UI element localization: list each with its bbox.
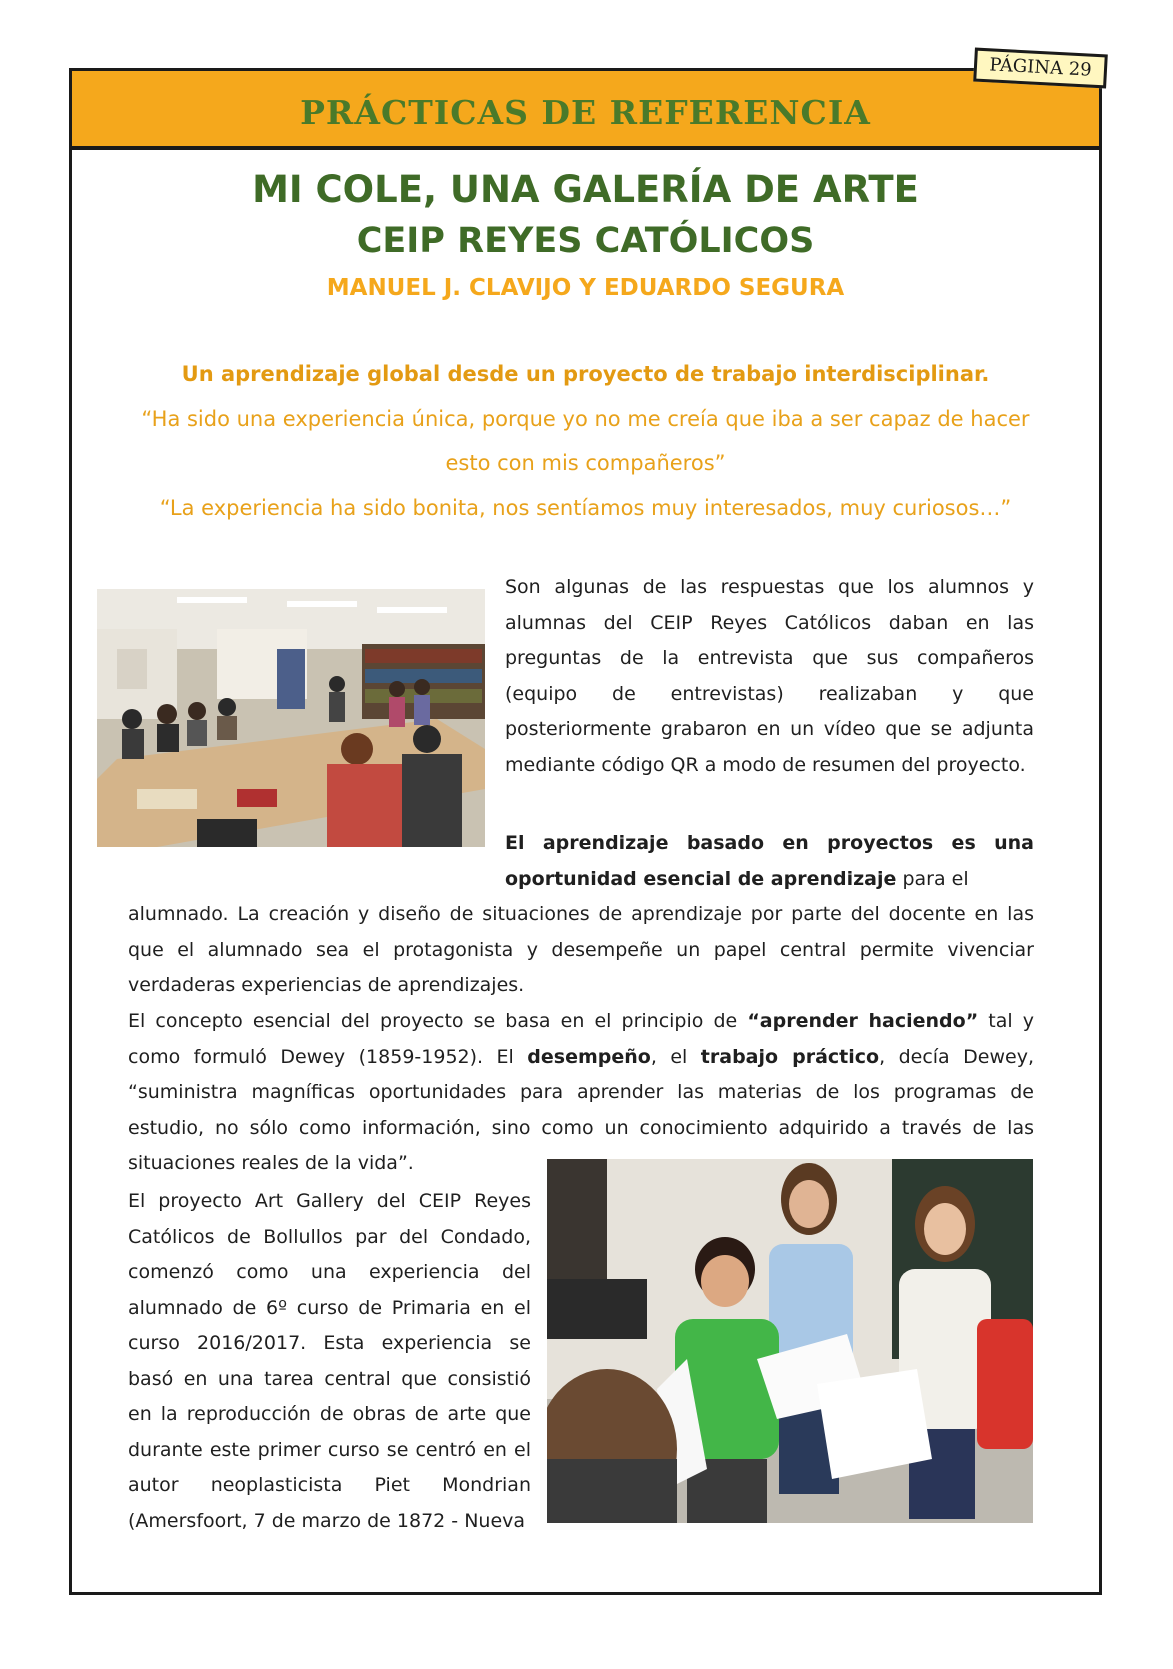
paragraph-responses-text: Son algunas de las respuestas que los alumnos y alumnas del CEIP Reyes Católicos daban en las preguntas de la entrevista que sus compañeros (equipo de entrevistas) realizaban y que posteriormente grabaron en un vídeo que se adjunta mediante código QR a modo de resumen del proyecto. (505, 576, 1034, 776)
dewey-text-g: , decía Dewey, “suministra magníficas oportunidades para aprender las materias de los programas de estudio, no sólo como información, sino como un conocimiento adquirido a través de las situaciones reales de la vida”. (128, 1045, 1035, 1174)
article-title: MI COLE, UNA GALERÍA DE ARTE (252, 168, 919, 211)
dewey-text-e: , el (650, 1045, 701, 1068)
paragraph-responses (505, 570, 1034, 783)
paragraph-abp-intro (505, 826, 1034, 897)
paragraph-dewey (128, 1004, 1034, 1182)
dewey-text-a: El concepto esencial del proyecto se basa en el principio de (128, 1010, 748, 1032)
article-authors: MANUEL J. CLAVIJO Y EDUARDO SEGURA (326, 275, 845, 301)
dewey-bold-desempeno: desempeño (527, 1045, 651, 1068)
students-photo (547, 1159, 1033, 1523)
dewey-text-c: tal y como formuló Dewey (1859-1952). El (128, 1010, 1034, 1068)
classroom-photo (97, 589, 485, 847)
article-subtitle: CEIP REYES CATÓLICOS (356, 221, 815, 261)
student-quote-1: “Ha sido una experiencia única, porque yo no me creía que iba a ser capaz de hacer esto con mis compañeros” (141, 407, 1030, 475)
banner-title: PRÁCTICAS DE REFERENCIA (300, 93, 871, 132)
abp-rest-2: alumnado. La creación y diseño de situaciones de aprendizaje por parte del docente en las que el alumnado sea el protagonista y desempeñe un papel central permite vivenciar verdaderas experiencias de aprendizajes. (128, 903, 1034, 996)
paragraph-abp-body (128, 897, 1034, 1004)
abp-rest-1: para el (896, 867, 969, 890)
dewey-bold-trabajo-practico: trabajo práctico (700, 1045, 880, 1068)
art-gallery-text: El proyecto Art Gallery del CEIP Reyes Católicos de Bollullos par del Condado, comenzó como una experiencia del alumnado de 6º curso de Primaria en el curso 2016/2017. Esta experiencia se basó en una tarea central que consistió en la reproducción de obras de arte que durante este primer curso se centró en el autor neoplasticista Piet Mondrian (Amersfoort, 7 de marzo de 1872 - Nueva (128, 1190, 531, 1532)
paragraph-art-gallery (128, 1184, 531, 1539)
student-quote-2: “La experiencia ha sido bonita, nos sentíamos muy interesados, muy curiosos…” (159, 496, 1012, 520)
lead-sentence: Un aprendizaje global desde un proyecto de trabajo interdisciplinar. (181, 362, 990, 386)
section-banner (69, 68, 1102, 150)
abp-bold-statement: El aprendizaje basado en proyectos es una oportunidad esencial de aprendizaje (505, 832, 1034, 890)
page-number-tag: PÁGINA 29 (973, 48, 1108, 89)
dewey-bold-aprender-haciendo: “aprender haciendo” (747, 1010, 979, 1032)
